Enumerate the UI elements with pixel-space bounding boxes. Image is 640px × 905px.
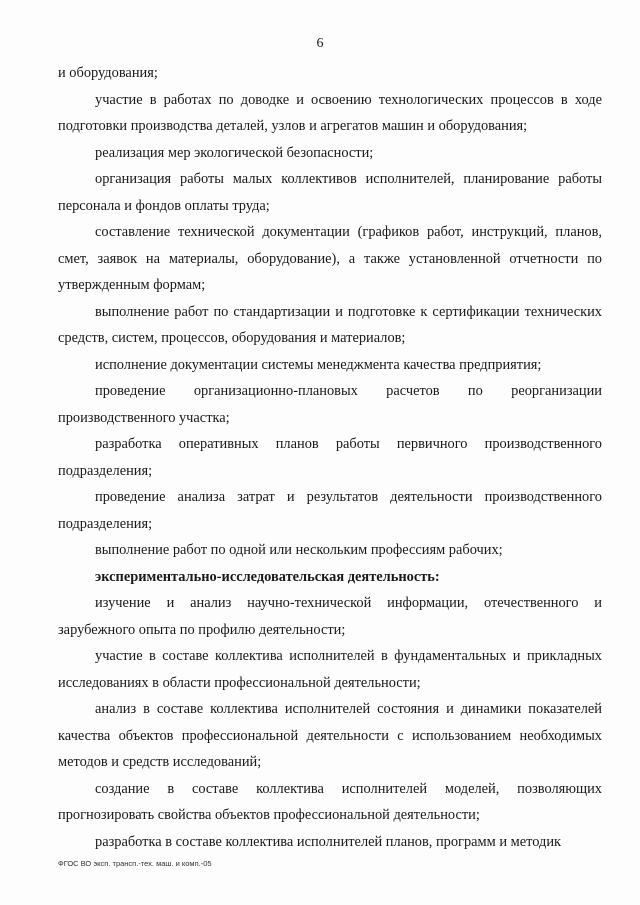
paragraph: проведение анализа затрат и результатов деятельности производственного подразделения; (58, 489, 602, 532)
paragraph: организация работы малых коллективов исполнителей, планирование работы персонала и фондов оплаты труда; (58, 171, 602, 214)
paragraph: изучение и анализ научно-технической информации, отечественного и зарубежного опыта по профилю деятельности; (58, 595, 602, 638)
paragraph: участие в работах по доводке и освоению технологических процессов в ходе подготовки производства деталей, узлов и агрегатов машин и оборудования; (58, 91, 602, 134)
paragraph: составление технической документации (графиков работ, инструкций, планов, смет, заявок на материалы, оборудование), а также установленной отчетности по утвержденным формам; (58, 224, 602, 293)
paragraph: и оборудования; (58, 65, 158, 81)
paragraph: проведение организационно-плановых расчетов по реорганизации производственного участка; (58, 383, 602, 426)
footer-code: ФГОС ВО эксп. трансп.-тех. маш. и комп.-05 (58, 859, 212, 868)
paragraph: разработка оперативных планов работы первичного производственного подразделения; (58, 436, 602, 479)
document-body (58, 60, 602, 855)
paragraph: выполнение работ по одной или нескольким профессиям рабочих; (95, 542, 503, 558)
paragraph: участие в составе коллектива исполнителей в фундаментальных и прикладных исследованиях в области профессиональной деятельности; (58, 648, 602, 691)
paragraph: разработка в составе коллектива исполнителей планов, программ и методик (95, 833, 562, 850)
page-number: 6 (316, 36, 324, 51)
paragraph: создание в составе коллектива исполнителей моделей, позволяющих прогнозировать свойства объектов профессиональной деятельности; (58, 780, 602, 823)
paragraph: выполнение работ по стандартизации и подготовке к сертификации технических средств, систем, процессов, оборудования и материалов; (58, 303, 602, 346)
paragraph: исполнение документации системы менеджмента качества предприятия; (95, 356, 542, 373)
section-heading: экспериментально-исследовательская деятельность: (95, 568, 440, 585)
paragraph: реализация мер экологической безопасности; (95, 144, 374, 161)
paragraph: анализ в составе коллектива исполнителей состояния и динамики показателей качества объектов профессиональной деятельности с использованием необходимых методов и средств исследований; (58, 701, 602, 770)
